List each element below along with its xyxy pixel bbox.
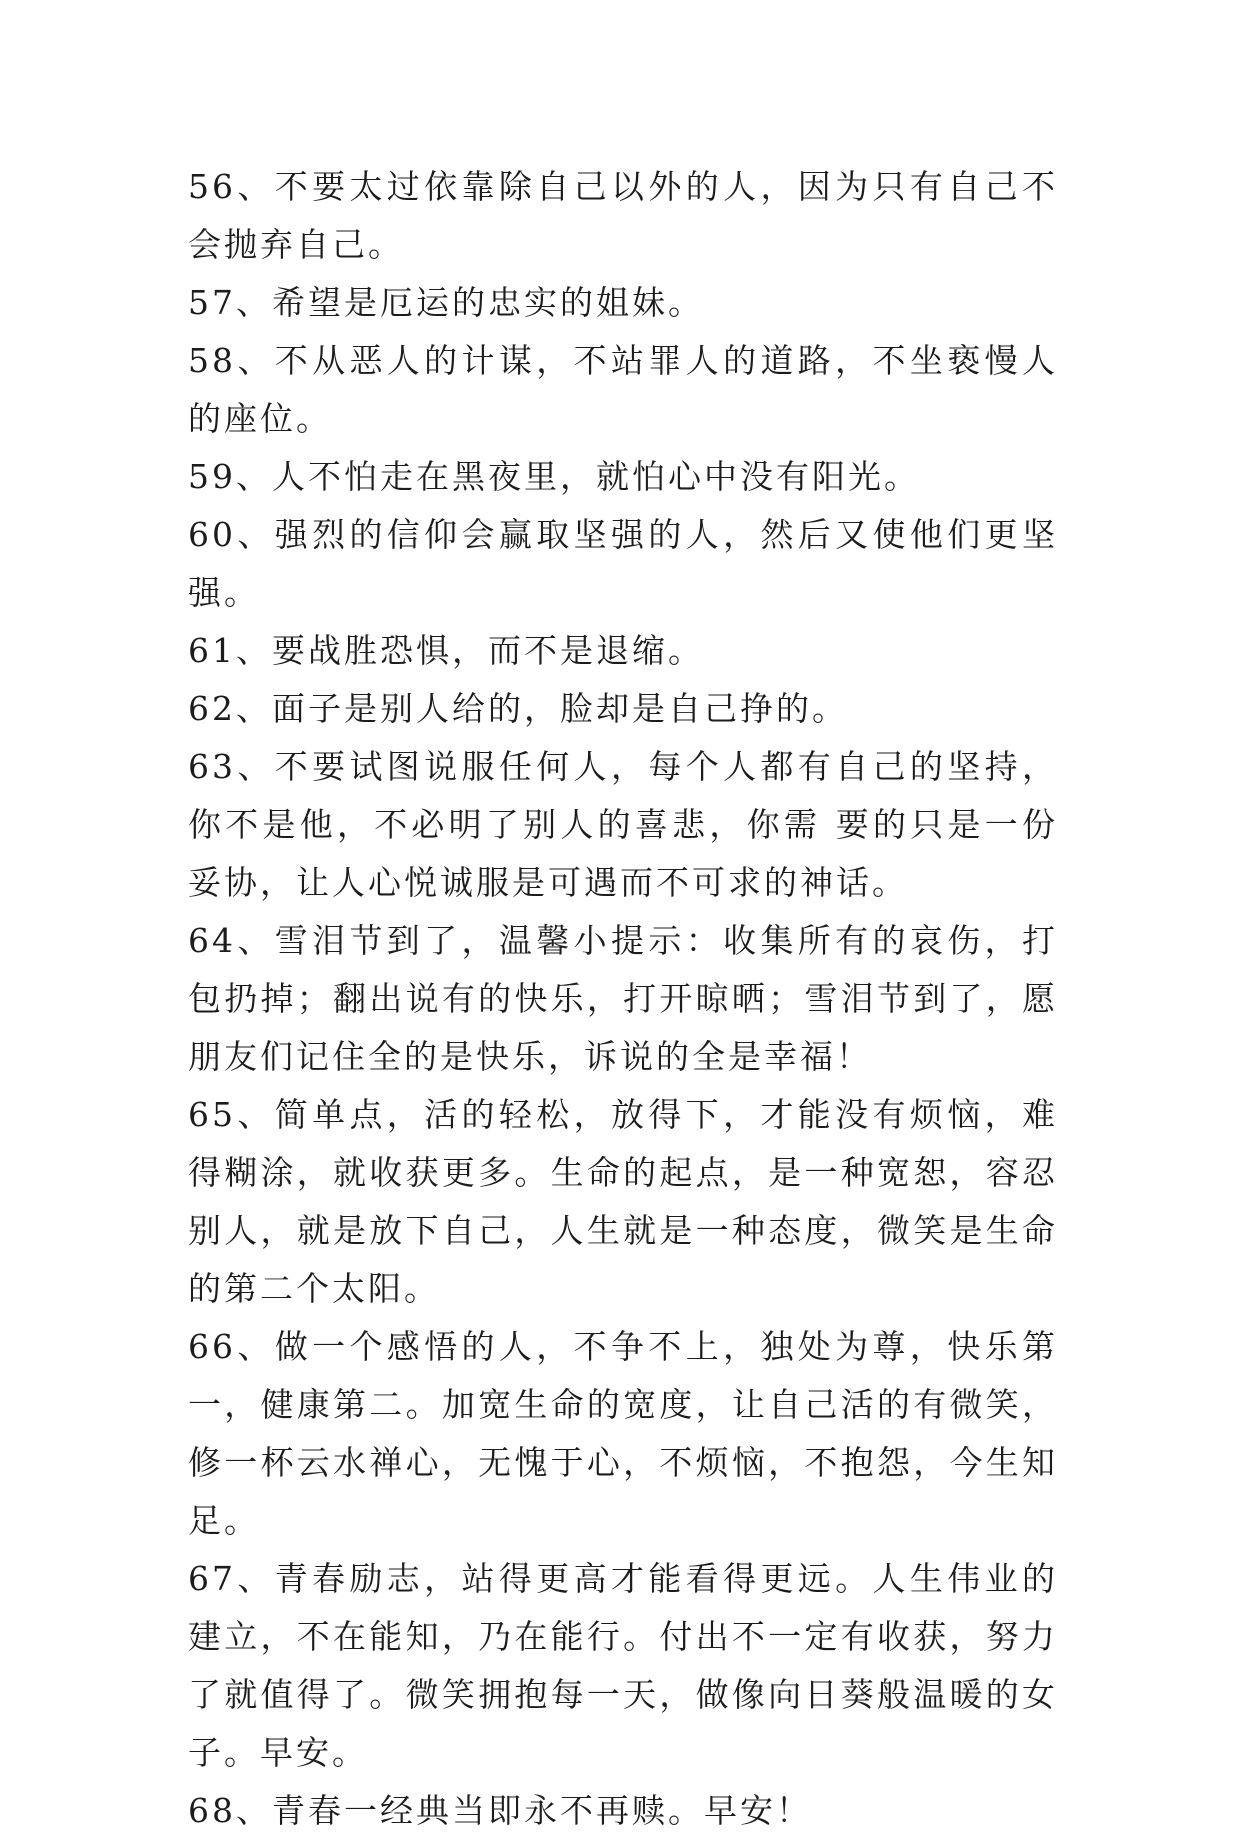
quote-item-57: 57、希望是厄运的忠实的姐妹。	[188, 283, 704, 322]
quote-item-66: 66、做一个感悟的人，不争不上，独处为尊，快乐第一，健康第二。加宽生命的宽度，让自己活的有微笑，修一杯云水禅心，无愧于心，不烦恼，不抱怨，今生知足。	[188, 1327, 1058, 1540]
quote-item-65: 65、简单点，活的轻松，放得下，才能没有烦恼，难得糊涂，就收获更多。生命的起点，是一种宽恕，容忍别人，就是放下自己，人生就是一种态度，微笑是生命的第二个太阳。	[188, 1095, 1058, 1308]
quote-item-59: 59、人不怕走在黑夜里，就怕心中没有阳光。	[188, 457, 920, 496]
quote-item-60: 60、强烈的信仰会赢取坚强的人，然后又使他们更坚强。	[188, 515, 1058, 612]
quote-item-67: 67、青春励志，站得更高才能看得更远。人生伟业的建立，不在能知，乃在能行。付出不一定有收获，努力了就值得了。微笑拥抱每一天，做像向日葵般温暖的女子。早安。	[188, 1559, 1058, 1772]
quote-item-62: 62、面子是别人给的，脸却是自己挣的。	[188, 689, 848, 728]
quote-item-64: 64、雪泪节到了，温馨小提示：收集所有的哀伤，打包扔掉；翻出说有的快乐，打开晾晒；雪泪节到了，愿朋友们记住全的是快乐，诉说的全是幸福！	[188, 921, 1058, 1076]
quote-item-58: 58、不从恶人的计谋，不站罪人的道路，不坐亵慢人的座位。	[188, 341, 1058, 438]
quote-item-61: 61、要战胜恐惧，而不是退缩。	[188, 631, 704, 670]
quote-item-68: 68、青春一经典当即永不再赎。早安！	[188, 1791, 812, 1830]
quote-item-63: 63、不要试图说服任何人，每个人都有自己的坚持，你不是他，不必明了别人的喜悲，你需 要的只是一份妥协，让人心悦诚服是可遇而不可求的神话。	[188, 747, 1058, 902]
quote-list	[188, 158, 1058, 1840]
quote-item-56: 56、不要太过依靠除自己以外的人，因为只有自己不会抛弃自己。	[188, 167, 1058, 264]
